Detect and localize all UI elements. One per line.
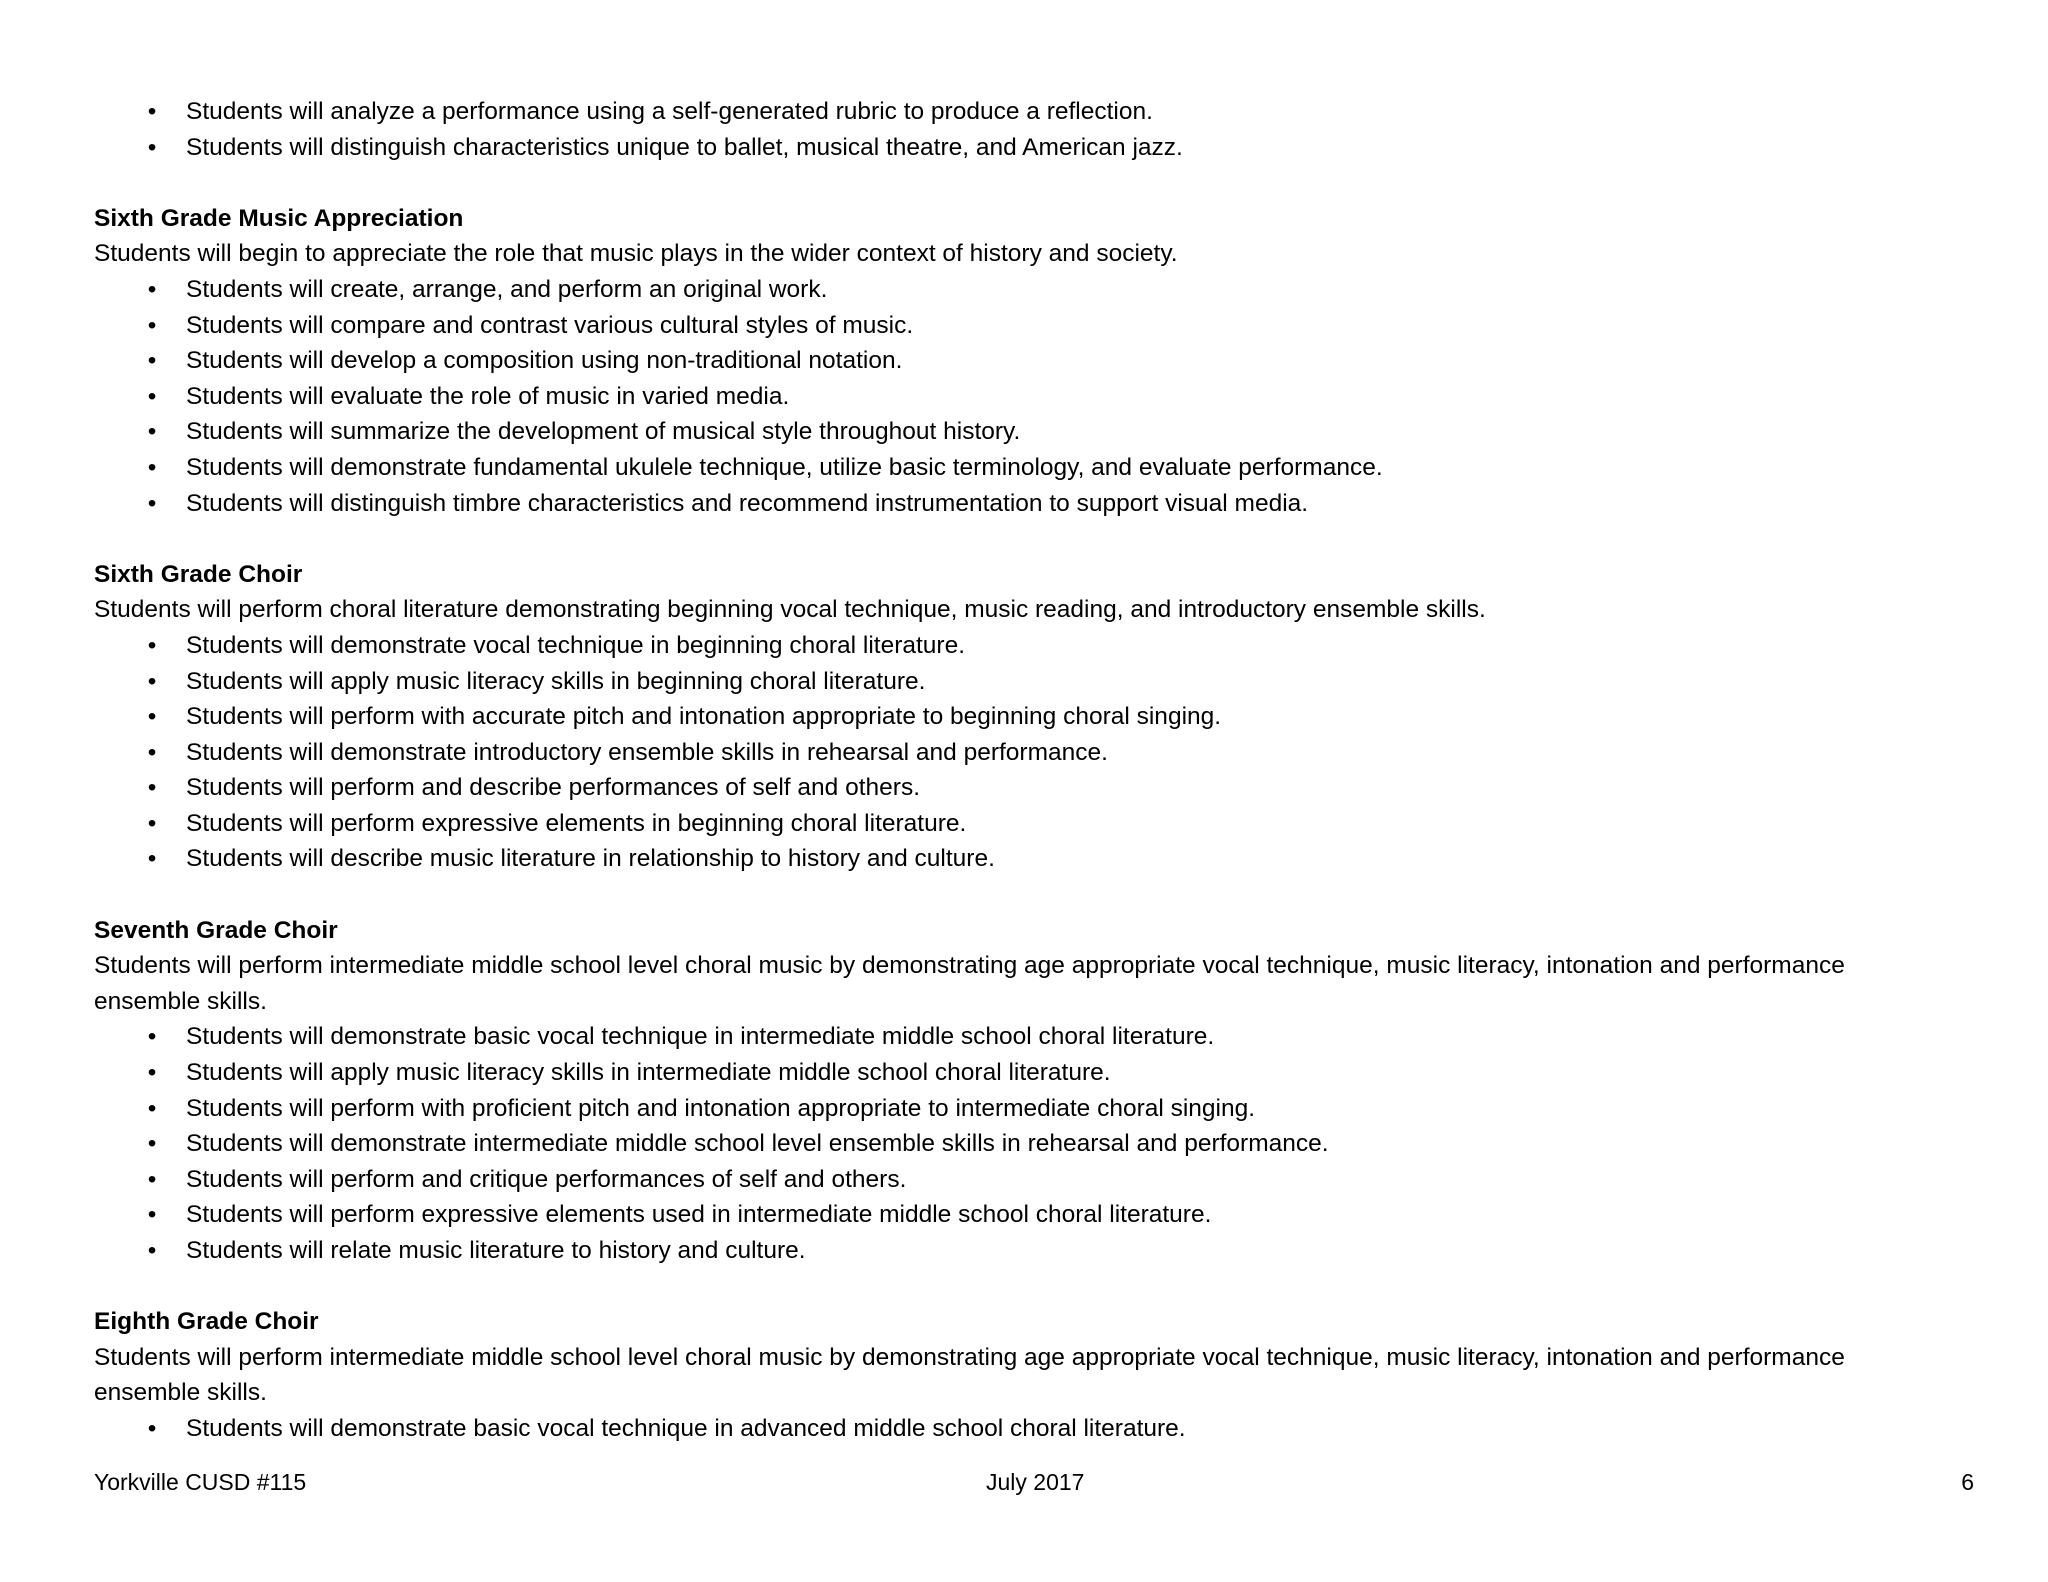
section-title: Eighth Grade Choir <box>94 1308 319 1336</box>
list-item <box>94 806 1974 842</box>
list-item-text: Students will perform with accurate pitch and intonation appropriate to beginning choral singing. <box>186 703 1222 731</box>
list-item <box>94 664 1974 700</box>
list-item <box>94 450 1974 486</box>
bullet-list <box>94 628 1974 877</box>
page-footer <box>94 1466 1974 1498</box>
list-item <box>94 1126 1974 1162</box>
list-item-text: Students will demonstrate vocal technique in beginning choral literature. <box>186 631 966 659</box>
bullet-list <box>94 272 1974 521</box>
page-content <box>94 94 1974 1447</box>
list-item <box>94 628 1974 664</box>
list-item <box>94 414 1974 450</box>
list-item <box>94 379 1974 415</box>
bullet-icon: • <box>147 845 157 873</box>
list-item-text: Students will create, arrange, and perform an original work. <box>186 275 828 303</box>
bullet-icon: • <box>147 133 157 161</box>
section-intro: Students will perform choral literature demonstrating beginning vocal technique, music reading, and introductory ensemble skills. <box>94 596 1486 624</box>
list-item <box>94 1162 1974 1198</box>
bullet-icon: • <box>147 809 157 837</box>
list-item-text: Students will demonstrate fundamental ukulele technique, utilize basic terminology, and evaluate performance. <box>186 453 1383 481</box>
bullet-icon: • <box>147 774 157 802</box>
bullet-icon: • <box>147 347 157 375</box>
list-item <box>94 486 1974 522</box>
bullet-icon: • <box>147 489 157 517</box>
bullet-icon: • <box>147 453 157 481</box>
bullet-icon: • <box>147 631 157 659</box>
section-seventh-grade-choir <box>94 913 1974 1269</box>
list-item-text: Students will summarize the development of musical style throughout history. <box>186 418 1021 446</box>
list-item <box>94 770 1974 806</box>
list-item <box>94 1411 1974 1447</box>
bullet-icon: • <box>147 1414 157 1442</box>
list-item-text: Students will demonstrate intermediate middle school level ensemble skills in rehearsal and performance. <box>186 1130 1329 1158</box>
bullet-icon: • <box>147 1201 157 1229</box>
list-item <box>94 735 1974 771</box>
list-item-text: Students will perform expressive elements used in intermediate middle school choral literature. <box>186 1201 1212 1229</box>
list-item <box>94 1197 1974 1233</box>
list-item-text: Students will distinguish timbre characteristics and recommend instrumentation to support visual media. <box>186 489 1309 517</box>
list-item-text: Students will perform expressive elements in beginning choral literature. <box>186 809 967 837</box>
list-item <box>94 343 1974 379</box>
list-item-text: Students will develop a composition using non-traditional notation. <box>186 347 903 375</box>
list-item <box>94 130 1974 166</box>
list-item <box>94 699 1974 735</box>
list-item-text: Students will demonstrate basic vocal technique in advanced middle school choral literature. <box>186 1414 1186 1442</box>
footer-district: Yorkville CUSD #115 <box>94 1469 307 1495</box>
list-item-text: Students will demonstrate introductory ensemble skills in rehearsal and performance. <box>186 738 1108 766</box>
bullet-icon: • <box>147 667 157 695</box>
list-item-text: Students will demonstrate basic vocal technique in intermediate middle school choral literature. <box>186 1023 1215 1051</box>
list-item <box>94 94 1974 130</box>
section-title: Sixth Grade Choir <box>94 560 303 588</box>
list-item-text: Students will perform and describe performances of self and others. <box>186 774 921 802</box>
bullet-icon: • <box>147 98 157 125</box>
bullet-icon: • <box>147 418 157 446</box>
list-item-text: Students will distinguish characteristics unique to ballet, musical theatre, and American jazz. <box>186 133 1183 161</box>
footer-date: July 2017 <box>986 1469 1085 1495</box>
list-item-text: Students will describe music literature in relationship to history and culture. <box>186 845 995 873</box>
section-intro: Students will perform intermediate middle school level choral music by demonstrating age appropriate vocal technique, music literacy, intonation and performance ensemble skills. <box>94 952 1845 1015</box>
bullet-icon: • <box>147 703 157 731</box>
list-item-text: Students will perform with proficient pitch and intonation appropriate to intermediate choral singing. <box>186 1094 1256 1122</box>
bullet-icon: • <box>147 1237 157 1264</box>
section-eighth-grade-choir <box>94 1304 1974 1446</box>
list-item <box>94 1091 1974 1127</box>
bullet-icon: • <box>147 1023 157 1051</box>
list-item <box>94 272 1974 308</box>
list-item-text: Students will apply music literacy skills in intermediate middle school choral literature. <box>186 1059 1111 1087</box>
bullet-icon: • <box>147 275 157 303</box>
intro-bullet-list <box>94 94 1974 165</box>
list-item-text: Students will analyze a performance using a self-generated rubric to produce a reflection. <box>186 98 1153 125</box>
list-item-text: Students will evaluate the role of music in varied media. <box>186 382 790 410</box>
list-item <box>94 1055 1974 1091</box>
bullet-list <box>94 1019 1974 1268</box>
list-item <box>94 1019 1974 1055</box>
list-item-text: Students will compare and contrast various cultural styles of music. <box>186 311 914 339</box>
section-intro: Students will begin to appreciate the role that music plays in the wider context of history and society. <box>94 240 1178 268</box>
bullet-icon: • <box>147 1094 157 1122</box>
list-item <box>94 308 1974 344</box>
section-intro: Students will perform intermediate middle school level choral music by demonstrating age appropriate vocal technique, music literacy, intonation and performance ensemble skills. <box>94 1343 1845 1407</box>
footer-page-number: 6 <box>1961 1469 1974 1495</box>
bullet-list <box>94 1411 1974 1447</box>
list-item-text: Students will apply music literacy skills in beginning choral literature. <box>186 667 926 695</box>
list-item-text: Students will perform and critique performances of self and others. <box>186 1165 907 1193</box>
list-item <box>94 1233 1974 1269</box>
bullet-icon: • <box>147 1165 157 1193</box>
section-sixth-grade-choir <box>94 557 1974 877</box>
section-sixth-grade-music-appreciation <box>94 201 1974 521</box>
list-item-text: Students will relate music literature to history and culture. <box>186 1237 806 1264</box>
section-title: Sixth Grade Music Appreciation <box>94 204 464 232</box>
section-title: Seventh Grade Choir <box>94 916 338 944</box>
bullet-icon: • <box>147 738 157 766</box>
bullet-icon: • <box>147 1059 157 1087</box>
bullet-icon: • <box>147 382 157 410</box>
bullet-icon: • <box>147 311 157 339</box>
bullet-icon: • <box>147 1130 157 1158</box>
list-item <box>94 841 1974 877</box>
